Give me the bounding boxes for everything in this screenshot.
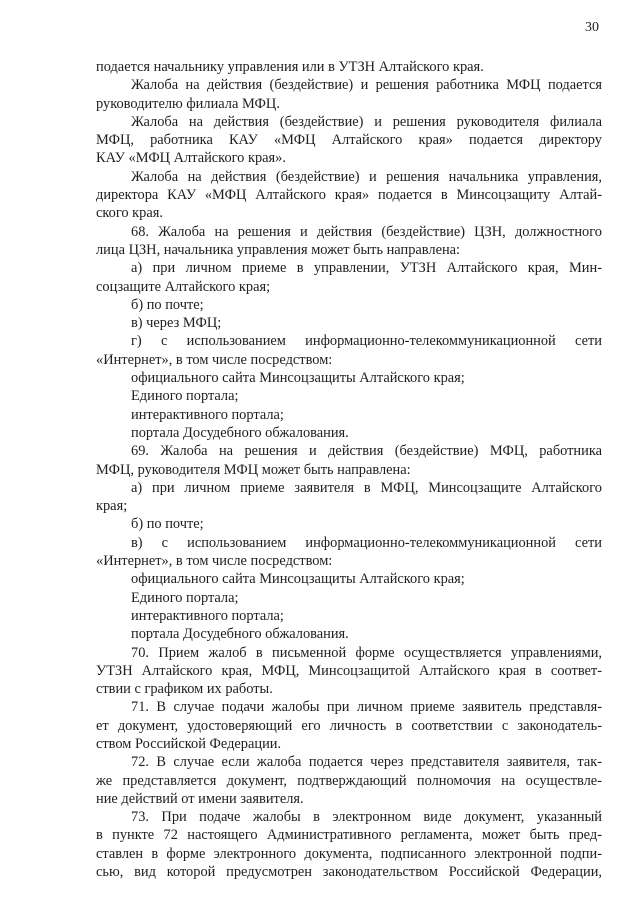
text-line: ние действий от имени заявителя.	[96, 790, 304, 807]
text-line: соцзащите Алтайского края;	[96, 278, 271, 295]
text-line: в) через МФЦ;	[131, 315, 222, 332]
text-line: 72. В случае если жалоба подается через представителя заявителя, так-	[131, 754, 602, 771]
text-line: ставлен в форме электронного документа, подписанного электронной подпи-	[96, 845, 602, 862]
text-line: «Интернет», в том числе посредством:	[96, 351, 333, 368]
text-line: же представляется документ, подтверждающий полномочия на осуществле-	[96, 772, 602, 789]
text-line: б) по почте;	[131, 296, 204, 313]
text-line: а) при личном приеме заявителя в МФЦ, Минсоцзащите Алтайского	[131, 479, 602, 496]
text-line: 68. Жалоба на решения и действия (бездействие) ЦЗН, должностного	[131, 223, 602, 240]
text-line: 69. Жалоба на решения и действия (бездействие) МФЦ, работника	[131, 443, 602, 460]
text-line: 70. Прием жалоб в письменной форме осуществляется управлениями,	[131, 644, 602, 661]
text-line: МФЦ, работника КАУ «МФЦ Алтайского края» подается директору	[96, 132, 602, 149]
text-line: сью, вид которой предусмотрен законодательством Российской Федерации,	[96, 864, 602, 881]
text-line: директора КАУ «МФЦ Алтайского края» подается в Минсоцзащиту Алтай-	[96, 187, 602, 204]
text-line: интерактивного портала;	[131, 406, 284, 423]
text-line: Жалоба на действия (бездействие) и решения работника МФЦ подается	[131, 77, 602, 94]
text-line: 71. В случае подачи жалобы при личном приеме заявитель представля-	[131, 699, 602, 716]
text-line: Единого портала;	[131, 388, 239, 405]
text-line: ствии с графиком их работы.	[96, 681, 273, 698]
text-line: г) с использованием информационно-телекоммуникационной сети	[131, 333, 602, 350]
text-line: ет документ, удостоверяющий его личность в соответствии с законодатель-	[96, 717, 602, 734]
document-body	[96, 58, 602, 881]
text-line: Жалоба на действия (бездействие) и решения руководителя филиала	[131, 113, 602, 130]
text-line: КАУ «МФЦ Алтайского края».	[96, 150, 286, 167]
page-number: 30	[585, 20, 599, 35]
text-line: в) с использованием информационно-телекоммуникационной сети	[131, 534, 602, 551]
text-line: в пункте 72 настоящего Административного регламента, может быть пред-	[96, 827, 602, 844]
text-line: «Интернет», в том числе посредством:	[96, 553, 333, 570]
text-line: Единого портала;	[131, 589, 239, 606]
text-line: МФЦ, руководителя МФЦ может быть направлена:	[96, 461, 411, 478]
text-line: а) при личном приеме в управлении, УТЗН Алтайского края, Мин-	[131, 260, 602, 277]
text-line: официального сайта Минсоцзащиты Алтайского края;	[131, 571, 465, 588]
text-line: УТЗН Алтайского края, МФЦ, Минсоцзащитой Алтайского края в соответ-	[96, 662, 602, 679]
text-line: руководителю филиала МФЦ.	[96, 95, 280, 112]
text-line: портала Досудебного обжалования.	[131, 424, 349, 441]
text-line: края;	[96, 498, 128, 515]
text-line: лица ЦЗН, начальника управления может быть направлена:	[96, 241, 461, 258]
text-line: б) по почте;	[131, 516, 204, 533]
text-line: 73. При подаче жалобы в электронном виде документ, указанный	[131, 809, 602, 826]
text-line: официального сайта Минсоцзащиты Алтайского края;	[131, 370, 465, 387]
text-line: интерактивного портала;	[131, 607, 284, 624]
text-line: ством Российской Федерации.	[96, 735, 282, 752]
text-line: подается начальнику управления или в УТЗН Алтайского края.	[96, 59, 484, 75]
text-line: Жалоба на действия (бездействие) и решения начальника управления,	[131, 168, 602, 185]
text-line: портала Досудебного обжалования.	[131, 626, 349, 643]
text-line: ского края.	[96, 205, 163, 222]
